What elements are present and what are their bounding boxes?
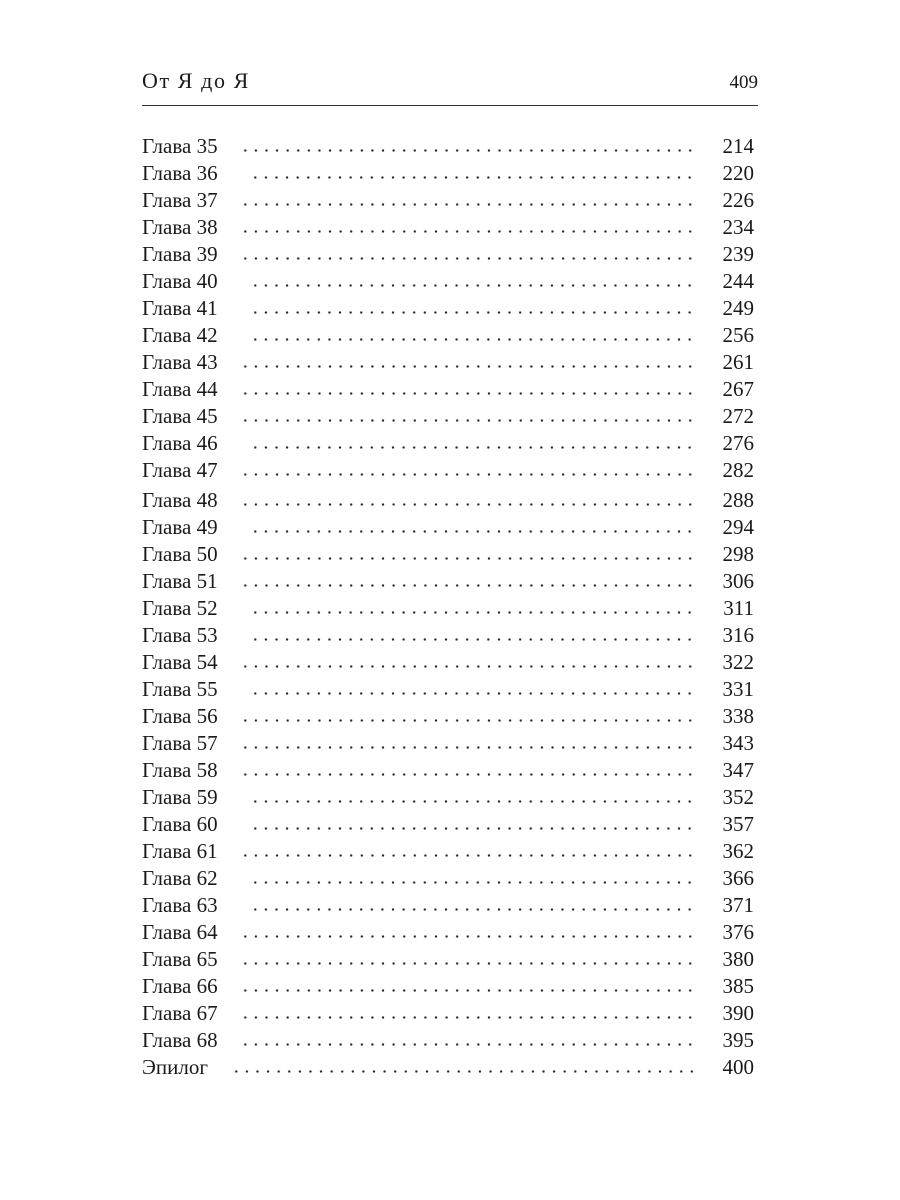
toc-entry-page: 282 <box>722 458 754 482</box>
toc-entry <box>142 892 754 919</box>
toc-entry <box>142 295 754 322</box>
toc-entry <box>142 865 754 892</box>
dot-leader <box>240 989 696 992</box>
toc-entry <box>142 349 754 376</box>
toc-entry-page: 338 <box>722 704 754 728</box>
toc-entry <box>142 403 754 430</box>
dot-leader <box>250 311 696 314</box>
toc-entry <box>142 703 754 730</box>
toc-entry <box>142 568 754 595</box>
dot-leader <box>240 962 696 965</box>
dot-leader <box>250 338 696 341</box>
toc-entry-label: Глава 37 <box>142 188 218 212</box>
toc-entry <box>142 757 754 784</box>
toc-entry <box>142 514 754 541</box>
dot-leader <box>250 908 696 911</box>
toc-entry-label: Глава 57 <box>142 731 218 755</box>
dot-leader <box>240 719 696 722</box>
dot-leader <box>240 854 696 857</box>
toc-entry-page: 343 <box>722 731 754 755</box>
page-number: 409 <box>729 72 758 93</box>
toc-entry-label: Глава 47 <box>142 458 218 482</box>
toc-entry-page: 256 <box>722 323 754 347</box>
toc-entry-label: Глава 61 <box>142 839 218 863</box>
dot-leader <box>240 203 696 206</box>
toc-entry <box>142 622 754 649</box>
table-of-contents <box>142 133 754 1081</box>
dot-leader <box>250 284 696 287</box>
toc-entry-page: 306 <box>722 569 754 593</box>
toc-entry-page: 347 <box>722 758 754 782</box>
toc-entry <box>142 487 754 514</box>
toc-entry <box>142 457 754 484</box>
toc-entry-label: Глава 38 <box>142 215 218 239</box>
toc-entry <box>142 1054 754 1081</box>
toc-entry <box>142 214 754 241</box>
toc-entry-label: Глава 64 <box>142 920 218 944</box>
dot-leader <box>240 149 696 152</box>
toc-entry-page: 395 <box>722 1028 754 1052</box>
dot-leader <box>250 638 696 641</box>
dot-leader <box>240 773 696 776</box>
toc-entry <box>142 187 754 214</box>
toc-entry-page: 261 <box>722 350 754 374</box>
toc-entry-page: 311 <box>723 596 754 620</box>
toc-entry-page: 362 <box>722 839 754 863</box>
dot-leader <box>240 557 696 560</box>
toc-entry-label: Глава 46 <box>142 431 218 455</box>
dot-leader <box>240 935 696 938</box>
dot-leader <box>240 1043 696 1046</box>
dot-leader <box>240 230 696 233</box>
toc-entry <box>142 838 754 865</box>
toc-entry-page: 331 <box>722 677 754 701</box>
book-title: От Я до Я <box>142 68 250 93</box>
toc-entry-page: 244 <box>722 269 754 293</box>
toc-entry-page: 385 <box>722 974 754 998</box>
dot-leader <box>250 692 696 695</box>
toc-entry-label: Глава 60 <box>142 812 218 836</box>
toc-entry-page: 366 <box>722 866 754 890</box>
toc-entry-page: 376 <box>722 920 754 944</box>
dot-leader <box>240 584 696 587</box>
toc-entry-label: Глава 39 <box>142 242 218 266</box>
toc-entry-label: Эпилог <box>142 1055 208 1079</box>
dot-leader <box>250 176 696 179</box>
toc-entry-page: 226 <box>722 188 754 212</box>
toc-entry-label: Глава 42 <box>142 323 218 347</box>
toc-entry <box>142 160 754 187</box>
running-head <box>142 66 758 102</box>
toc-entry <box>142 973 754 1000</box>
toc-entry-page: 322 <box>722 650 754 674</box>
toc-entry <box>142 919 754 946</box>
toc-entry <box>142 541 754 568</box>
toc-entry-label: Глава 49 <box>142 515 218 539</box>
toc-entry-page: 276 <box>722 431 754 455</box>
toc-entry <box>142 268 754 295</box>
toc-entry <box>142 649 754 676</box>
toc-entry-label: Глава 52 <box>142 596 218 620</box>
toc-entry <box>142 376 754 403</box>
dot-leader <box>250 611 696 614</box>
toc-entry-page: 288 <box>722 488 754 512</box>
toc-entry-label: Глава 53 <box>142 623 218 647</box>
toc-entry-label: Глава 67 <box>142 1001 218 1025</box>
toc-entry <box>142 676 754 703</box>
toc-entry-page: 249 <box>722 296 754 320</box>
toc-entry-label: Глава 40 <box>142 269 218 293</box>
toc-entry-label: Глава 35 <box>142 134 218 158</box>
toc-entry <box>142 784 754 811</box>
toc-entry <box>142 1000 754 1027</box>
dot-leader <box>250 827 696 830</box>
toc-entry-label: Глава 44 <box>142 377 218 401</box>
dot-leader <box>240 392 696 395</box>
toc-entry <box>142 430 754 457</box>
toc-entry-label: Глава 56 <box>142 704 218 728</box>
toc-entry <box>142 322 754 349</box>
toc-entry-label: Глава 51 <box>142 569 218 593</box>
dot-leader <box>240 473 696 476</box>
toc-entry <box>142 946 754 973</box>
toc-entry-label: Глава 36 <box>142 161 218 185</box>
toc-entry-page: 357 <box>722 812 754 836</box>
toc-entry-page: 294 <box>722 515 754 539</box>
toc-entry-page: 400 <box>722 1055 754 1079</box>
header-divider <box>142 105 758 106</box>
toc-entry-page: 267 <box>722 377 754 401</box>
toc-entry-label: Глава 62 <box>142 866 218 890</box>
toc-entry-page: 234 <box>722 215 754 239</box>
dot-leader <box>240 1016 696 1019</box>
dot-leader <box>250 530 696 533</box>
toc-entry-label: Глава 58 <box>142 758 218 782</box>
toc-entry-label: Глава 63 <box>142 893 218 917</box>
dot-leader <box>240 365 696 368</box>
dot-leader <box>240 746 696 749</box>
toc-entry-page: 390 <box>722 1001 754 1025</box>
dot-leader <box>250 881 696 884</box>
toc-entry-page: 272 <box>722 404 754 428</box>
toc-entry-page: 380 <box>722 947 754 971</box>
toc-entry-page: 239 <box>722 242 754 266</box>
toc-entry-label: Глава 50 <box>142 542 218 566</box>
toc-entry-label: Глава 66 <box>142 974 218 998</box>
toc-entry-label: Глава 68 <box>142 1028 218 1052</box>
toc-entry-page: 220 <box>722 161 754 185</box>
toc-entry-page: 298 <box>722 542 754 566</box>
toc-entry <box>142 811 754 838</box>
toc-entry-label: Глава 48 <box>142 488 218 512</box>
dot-leader <box>231 1070 696 1073</box>
toc-entry-label: Глава 59 <box>142 785 218 809</box>
dot-leader <box>250 800 696 803</box>
toc-entry <box>142 595 754 622</box>
toc-entry-page: 371 <box>722 893 754 917</box>
toc-entry-page: 316 <box>722 623 754 647</box>
toc-entry <box>142 241 754 268</box>
toc-entry-page: 214 <box>722 134 754 158</box>
toc-entry <box>142 133 754 160</box>
toc-entry-label: Глава 55 <box>142 677 218 701</box>
toc-entry-label: Глава 54 <box>142 650 218 674</box>
toc-entry-label: Глава 43 <box>142 350 218 374</box>
toc-entry <box>142 730 754 757</box>
toc-entry-label: Глава 41 <box>142 296 218 320</box>
dot-leader <box>240 419 696 422</box>
toc-entry <box>142 1027 754 1054</box>
dot-leader <box>240 665 696 668</box>
toc-entry-label: Глава 65 <box>142 947 218 971</box>
toc-entry-page: 352 <box>722 785 754 809</box>
toc-entry-label: Глава 45 <box>142 404 218 428</box>
dot-leader <box>250 446 696 449</box>
dot-leader <box>240 503 696 506</box>
dot-leader <box>240 257 696 260</box>
